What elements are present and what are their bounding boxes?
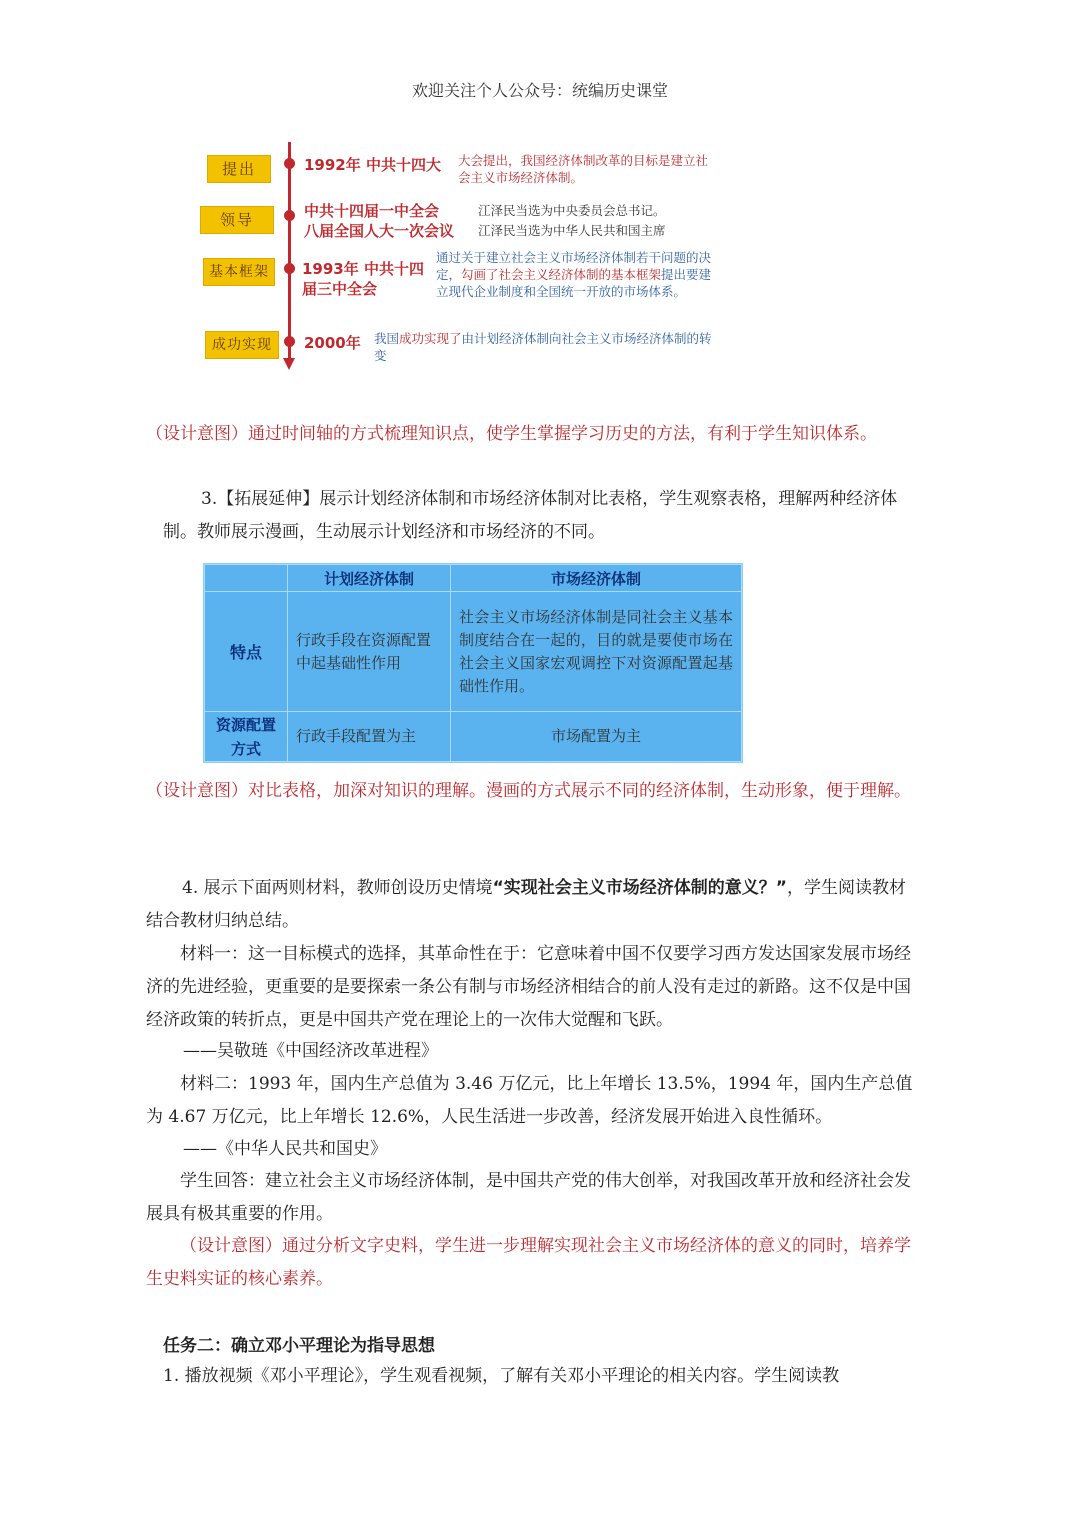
table-header-planned: 计划经济体制 <box>288 565 451 592</box>
timeline-date: 中共十四届一中全会 八届全国人大一次会议 <box>304 202 455 240</box>
timeline-label-propose: 提出 <box>207 155 271 183</box>
timeline-date: 1992年 中共十四大 <box>304 156 441 174</box>
table-cell: 市场配置为主 <box>451 712 742 762</box>
page-header: 欢迎关注个人公众号：统编历史课堂 <box>411 81 668 100</box>
design-intent-2: （设计意图）对比表格，加深对知识的理解。漫画的方式展示不同的经济体制，生动形象，便于理解。 <box>146 781 911 801</box>
table-row-head: 特点 <box>205 592 288 712</box>
design-intent-1: （设计意图）通过时间轴的方式梳理知识点，使学生掌握学习历史的方法，有利于学生知识体系。 <box>146 424 877 444</box>
timeline-label-lead: 领导 <box>200 206 274 234</box>
paragraph-3 <box>163 483 918 549</box>
timeline-dot <box>284 336 295 347</box>
material-2-source: ——《中华人民共和国史》 <box>183 1139 387 1159</box>
paragraph-task2-1: 1. 播放视频《邓小平理论》，学生观看视频，了解有关邓小平理论的相关内容。学生阅读教 <box>163 1366 840 1386</box>
table-cell: 行政手段在资源配置中起基础性作用 <box>288 592 451 712</box>
timeline-label-framework: 基本框架 <box>203 258 275 286</box>
timeline-dot <box>284 210 295 221</box>
comparison-table <box>203 563 743 763</box>
table-corner <box>205 565 288 592</box>
timeline-desc <box>436 249 718 300</box>
timeline-desc <box>374 330 714 364</box>
table-row-head: 资源配置方式 <box>205 712 288 762</box>
paragraph-text: 展示计划经济体制和市场经济体制对比表格，学生观察表格，理解两种经济体制。教师展示漫画，生动展示计划经济和市场经济的不同。 <box>163 489 898 542</box>
timeline-desc-text: 由计划经济体制向社会主义市场经济体制的转变 <box>374 331 712 363</box>
section-tag: 【拓展延伸】 <box>217 489 320 509</box>
item-number: 3. <box>201 489 218 509</box>
material-1: 材料一：这一目标模式的选择，其革命性在于：它意味着中国不仅要学习西方发达国家发展市场经济的先进经验，更重要的是要探索一条公有制与市场经济相结合的前人没有走过的新路。这不仅是中国经济政策的转折点，更是中国共产党在理论上的一次伟大觉醒和飞跃。 <box>146 944 911 1030</box>
timeline-desc <box>458 152 713 186</box>
timeline-desc-text: 大会提出，我国经济体制改革的目标是建立社会主义市场经济体制。 <box>458 153 709 185</box>
timeline-arrow <box>283 358 295 370</box>
task-heading: 任务二：确立邓小平理论为指导思想 <box>163 1336 435 1356</box>
paragraph-text: ，学生阅读教材结合教材归纳总结。 <box>146 878 906 931</box>
timeline-desc-text: 我国 <box>374 331 400 346</box>
material-2: 材料二：1993 年，国内生产总值为 3.46 万亿元，比上年增长 13.5%，1994 年，国内生产总值为 4.67 万亿元，比上年增长 12.6%，人民生活进一步改善，经济发展开始进入良性循环。 <box>146 1074 913 1127</box>
timeline-dot <box>284 263 295 274</box>
timeline-label-success: 成功实现 <box>205 331 279 359</box>
material-1-source: ——吴敬琏《中国经济改革进程》 <box>183 1041 438 1061</box>
timeline-desc-highlight: 勾画了社会主义经济体制的基本框架 <box>461 267 662 282</box>
design-intent-3: （设计意图）通过分析文字史料，学生进一步理解实现社会主义市场经济体的意义的同时，培养学生史料实证的核心素养。 <box>146 1236 911 1289</box>
table-cell: 行政手段配置为主 <box>288 712 451 762</box>
timeline-desc-text: 通过关于建立社会主义市场经济体制若干问题的决定， <box>436 250 712 282</box>
paragraph-text: 4. 展示下面两则材料，教师创设历史情境 <box>182 878 493 898</box>
timeline-desc-text: 提出要建立现代企业制度和全国统一开放的市场体系。 <box>436 267 712 299</box>
timeline-date: 2000年 <box>304 334 361 352</box>
paragraph-4 <box>146 872 918 938</box>
question-bold: “实现社会主义市场经济体制的意义？” <box>492 878 787 898</box>
timeline-date: 1993年 中共十四 届三中全会 <box>302 260 424 298</box>
timeline-desc-highlight: 成功实现了 <box>399 331 462 346</box>
table-header-market: 市场经济体制 <box>451 565 742 592</box>
timeline-desc: 江泽民当选为中央委员会总书记。 江泽民当选为中华人民共和国主席 <box>478 203 666 238</box>
student-answer: 学生回答：建立社会主义市场经济体制，是中国共产党的伟大创举，对我国改革开放和经济社会发展具有极其重要的作用。 <box>146 1171 911 1224</box>
timeline-axis <box>288 142 291 362</box>
table-cell: 社会主义市场经济体制是同社会主义基本制度结合在一起的，目的就是要使市场在社会主义国家宏观调控下对资源配置起基础性作用。 <box>451 592 742 712</box>
timeline-dot <box>284 158 295 169</box>
